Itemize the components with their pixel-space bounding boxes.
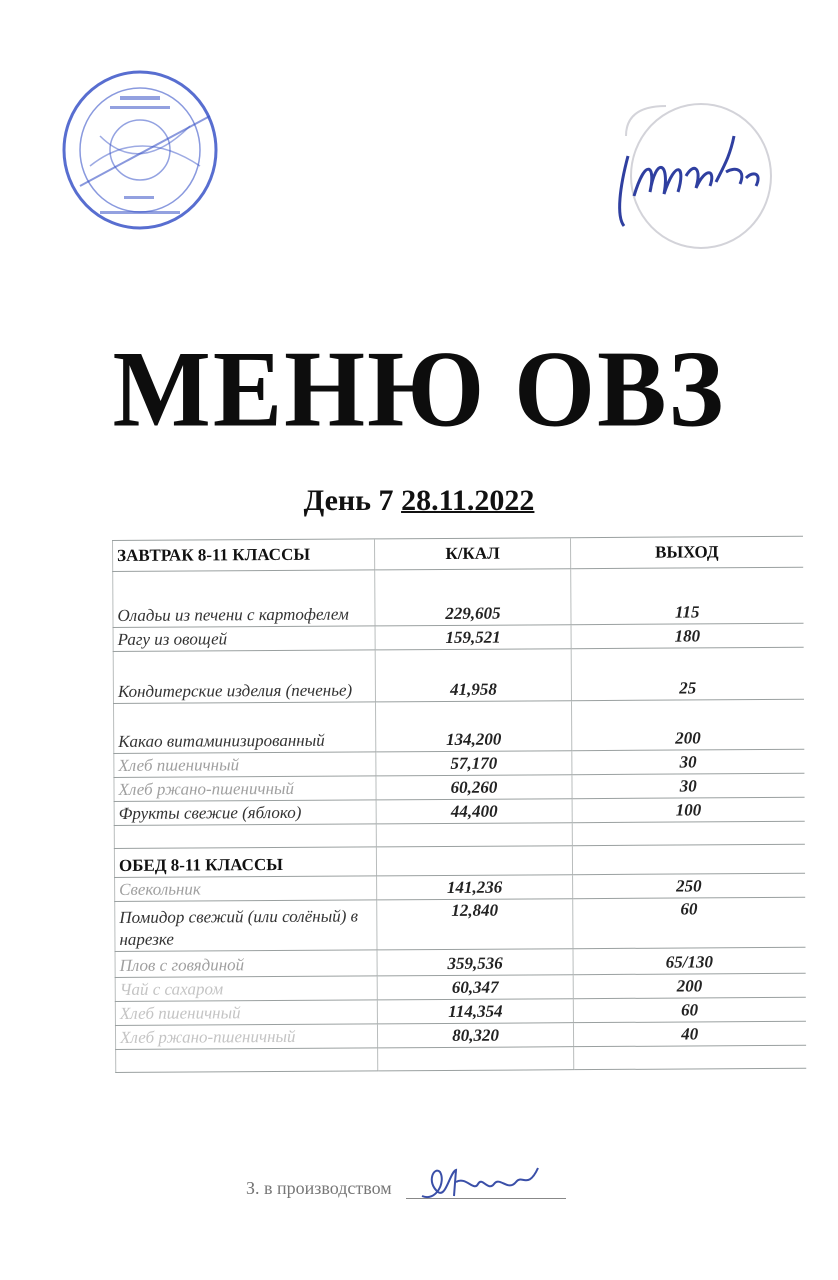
table-header-row [113, 536, 803, 571]
dish-output: 180 [571, 623, 803, 648]
dish-name: Фрукты свежие (яблоко) [114, 800, 376, 826]
date-label: 28.11.2022 [401, 484, 535, 517]
dish-name: Чай с сахаром [115, 976, 377, 1002]
dish-kcal: 60,260 [376, 775, 572, 800]
day-label: День 7 [303, 484, 394, 517]
page-title: МЕНЮ ОВЗ [112, 329, 726, 450]
dish-output: 65/130 [573, 947, 805, 974]
table-row [113, 647, 803, 703]
lunch-header-row [114, 844, 804, 877]
dish-name: Плов с говядиной [115, 950, 377, 978]
official-stamp-left [60, 66, 220, 232]
dish-name: Какао витаминизированный [113, 702, 375, 754]
dish-name: Помидор свежий (или солёный) в нарезке [115, 900, 377, 952]
dish-name: Рагу из овощей [113, 626, 375, 652]
dish-output: 30 [572, 749, 804, 774]
dish-output: 40 [573, 1021, 805, 1046]
dish-kcal: 359,536 [377, 949, 573, 976]
header-lunch: ОБЕД 8-11 КЛАССЫ [114, 847, 376, 878]
header-output: ВЫХОД [570, 536, 802, 568]
table-row-empty [116, 1045, 806, 1072]
table-row [114, 797, 804, 825]
dish-name: Свекольник [115, 876, 377, 902]
dish-output: 25 [571, 647, 803, 700]
dish-output: 200 [573, 973, 805, 998]
dish-kcal: 229,605 [375, 569, 571, 626]
dish-kcal: 12,840 [377, 899, 573, 950]
dish-kcal: 134,200 [375, 701, 571, 752]
dish-name: Хлеб пшеничный [114, 752, 376, 778]
dish-output: 60 [573, 997, 805, 1022]
dish-output: 115 [571, 567, 803, 624]
dish-name: Хлеб пшеничный [115, 1000, 377, 1026]
dish-name: Оладьи из печени с картофелем [113, 570, 375, 628]
header-kcal: К/КАЛ [374, 538, 570, 570]
dish-kcal: 57,170 [376, 751, 572, 776]
dish-kcal: 41,958 [375, 649, 571, 702]
signature-stamp-right [606, 96, 776, 256]
dish-name: Хлеб ржано-пшеничный [114, 776, 376, 802]
table-row [115, 897, 805, 951]
table-row [115, 947, 805, 977]
table-row [113, 699, 803, 753]
dish-output: 100 [572, 797, 804, 822]
dish-kcal: 114,354 [377, 999, 573, 1024]
dish-kcal: 44,400 [376, 799, 572, 824]
menu-table [112, 536, 806, 1073]
table-row [115, 973, 805, 1001]
footer-label: З. в производством [246, 1178, 392, 1198]
dish-output: 200 [571, 699, 803, 750]
dish-kcal: 60,347 [377, 975, 573, 1000]
page-subtitle [0, 484, 838, 518]
dish-kcal: 141,236 [377, 875, 573, 900]
table-row [115, 873, 805, 901]
footer-signature-block [246, 1168, 566, 1208]
dish-name: Хлеб ржано-пшеничный [115, 1024, 377, 1050]
dish-output: 60 [573, 897, 805, 948]
dish-kcal: 80,320 [377, 1023, 573, 1048]
dish-kcal: 159,521 [375, 625, 571, 650]
dish-output: 250 [573, 873, 805, 898]
dish-name: Кондитерские изделия (печенье) [113, 650, 375, 704]
table-row [113, 623, 803, 651]
dish-output: 30 [572, 773, 804, 798]
header-breakfast: ЗАВТРАК 8-11 КЛАССЫ [113, 539, 375, 572]
table-row [113, 567, 803, 627]
footer-signature [416, 1162, 546, 1206]
